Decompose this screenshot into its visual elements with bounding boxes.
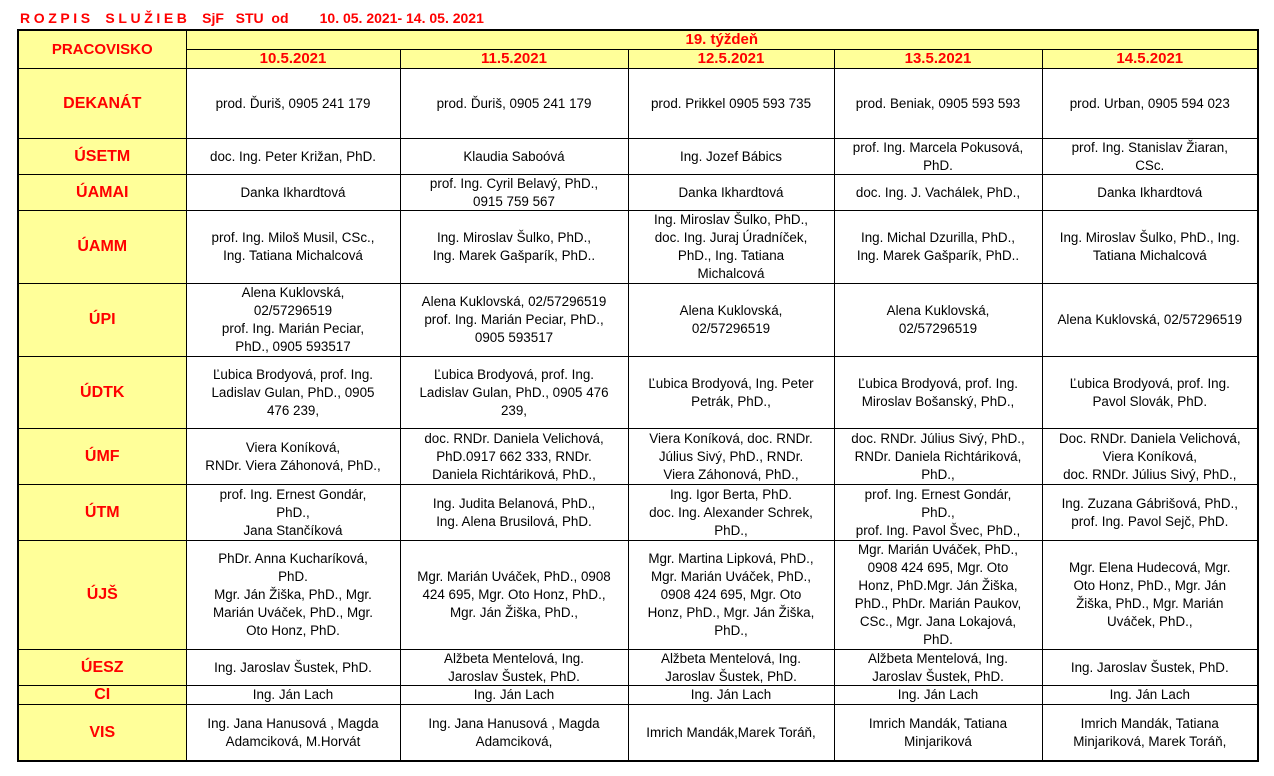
duty-cell-content (838, 375, 1039, 411)
duty-cell-content (404, 430, 625, 484)
duty-cell-content (838, 650, 1039, 685)
duty-cell (400, 284, 628, 357)
duty-cell (400, 541, 628, 650)
duty-cell-content (1046, 95, 1255, 113)
duty-line: Ing. Marek Gašparík, PhD.. (432, 248, 596, 263)
duty-line: Ing. Jaroslav Šustek, PhD. (214, 659, 372, 675)
duty-cell-content (404, 686, 625, 704)
duty-cell-content (404, 495, 625, 531)
duty-line: Imrich Mandák,Marek Toráň, (646, 724, 816, 740)
duty-cell-content (632, 550, 831, 640)
duty-cell (834, 705, 1042, 762)
duty-line: prof. Ing. Marián Peciar, PhD., (424, 312, 604, 327)
duty-cell (400, 357, 628, 429)
duty-cell (400, 175, 628, 211)
duty-line: Tatiana Michalcová (1092, 248, 1207, 263)
duty-line: PhD., Ing. Tatiana (677, 248, 785, 263)
duty-cell (834, 485, 1042, 541)
duty-cell-content (404, 568, 625, 622)
duty-line: 02/57296519 (253, 303, 333, 318)
duty-line: Imrich Mandák, Tatiana (1080, 715, 1219, 731)
duty-line: Ing. Miroslav Šulko, PhD., Ing. (1059, 230, 1240, 245)
duty-line: Petrák, PhD., (691, 393, 771, 409)
duty-cell (1042, 139, 1258, 175)
duty-line: 0915 759 567 (473, 194, 555, 209)
duty-cell (628, 175, 834, 211)
date-header-wed: 12.5.2021 (628, 50, 834, 69)
duty-cell-content (632, 686, 831, 704)
duty-cell-content (190, 486, 397, 540)
duty-line: prof. Ing. Marián Peciar, (221, 321, 365, 336)
duty-cell (1042, 175, 1258, 211)
duty-cell-content (838, 184, 1039, 202)
table-row (18, 686, 1258, 705)
duty-cell (1042, 284, 1258, 357)
duty-cell-content (404, 229, 625, 265)
duty-line: doc. Ing. Alexander Schrek, (649, 504, 813, 520)
duty-cell (1042, 69, 1258, 139)
duty-line: prof. Ing. Pavol Švec, PhD., (855, 522, 1021, 538)
duty-line: Ing. Miroslav Šulko, PhD., (436, 230, 592, 245)
duty-cell (628, 541, 834, 650)
duty-line: doc. Ing. J. Vachálek, PhD., (855, 184, 1021, 200)
duty-cell (628, 69, 834, 139)
duty-line: Mgr. Marián Uváček, PhD., (651, 569, 811, 584)
duty-line: Adamciková, M.Horvát (225, 733, 361, 749)
duty-line: Alžbeta Mentelová, Ing. (661, 651, 801, 666)
duty-line: Ing. Tatiana Michalcová (223, 248, 363, 263)
duty-line: Ing. Zuzana Gábrišová, PhD., (1061, 495, 1238, 511)
duty-line: Mgr. Martina Lipková, PhD., (648, 551, 814, 566)
duty-line: Mgr. Marián Uváček, PhD., (858, 542, 1018, 557)
duty-line: Viera Záhonová, PhD., (663, 466, 799, 482)
duty-cell-content (632, 95, 831, 113)
duty-cell (834, 686, 1042, 705)
duty-cell (186, 705, 400, 762)
table-row (18, 357, 1258, 429)
duty-cell (186, 485, 400, 541)
duty-line: Danka Ikhardtová (240, 184, 346, 200)
duty-line: doc. Ing. Peter Križan, PhD. (210, 148, 376, 164)
duty-line: Július Sivý, PhD., RNDr. (658, 448, 804, 464)
duty-cell-content (632, 184, 831, 202)
pracovisko-header: PRACOVISKO (18, 30, 186, 69)
duty-line: prof. Ing. Marcela Pokusová, (852, 140, 1024, 155)
duty-line: Ing. Jozef Bábics (680, 148, 782, 164)
duty-cell-content (404, 175, 625, 210)
schedule-body (18, 30, 1258, 761)
duty-line: 239, (500, 402, 528, 418)
duty-line: Klaudia Saboóvá (463, 148, 565, 164)
duty-cell-content (1046, 659, 1255, 677)
title-word-stu: STU (235, 10, 264, 26)
duty-line: RNDr. Daniela Richtáriková, (854, 448, 1022, 464)
title-word-sjf: SjF (202, 10, 224, 26)
duty-line: prof. Ing. Stanislav Žiaran, (1071, 140, 1228, 155)
duty-line: Alžbeta Mentelová, Ing. (444, 651, 584, 666)
duty-line: PhD. (923, 632, 953, 647)
date-header-fri: 14.5.2021 (1042, 50, 1258, 69)
duty-line: CSc. (1135, 158, 1165, 173)
duty-cell-content (1046, 686, 1255, 704)
duty-cell (400, 686, 628, 705)
table-row (18, 69, 1258, 139)
duty-line: 0908 424 695, Mgr. Oto (660, 587, 802, 602)
duty-cell-content (632, 486, 831, 540)
duty-cell (628, 357, 834, 429)
duty-line: Pavol Slovák, PhD. (1092, 393, 1208, 409)
duty-line: Oto Honz, PhD., Mgr. Ján (1073, 578, 1227, 593)
duty-line: prof. Ing. Cyril Belavý, PhD., (429, 176, 599, 191)
duty-line: Ing. Ján Lach (690, 687, 772, 702)
duty-line: PhD., (714, 522, 748, 538)
duty-cell-content (190, 148, 397, 166)
duty-line: Ing. Alena Brusilová, PhD. (436, 513, 592, 529)
title-word-sluzieb: SLUŽIEB (105, 10, 191, 26)
table-row (18, 705, 1258, 762)
duty-cell-content (1046, 495, 1255, 531)
duty-line: Ing. Jana Hanusová , Magda (207, 715, 379, 731)
duty-cell (400, 69, 628, 139)
duty-line: Jaroslav Šustek, PhD. (448, 669, 580, 684)
page-title (20, 9, 484, 27)
header-dates-row (18, 50, 1258, 69)
duty-cell (834, 69, 1042, 139)
duty-cell-content (632, 148, 831, 166)
duty-cell (186, 429, 400, 485)
duty-cell (834, 211, 1042, 284)
duty-cell-content (404, 293, 625, 347)
duty-cell-content (838, 686, 1039, 704)
duty-cell-content (1046, 430, 1255, 484)
duty-line: PhD., (921, 466, 955, 482)
duty-line: PhD., (714, 623, 748, 638)
duty-line: PhDr. Anna Kucharíková, (218, 551, 368, 566)
duty-cell-content (1046, 715, 1255, 751)
duty-line: PhD., (276, 504, 310, 520)
duty-line: PhD.0917 662 333, RNDr. (436, 448, 592, 464)
duty-cell (834, 429, 1042, 485)
table-row (18, 139, 1258, 175)
duty-line: Honz, PhD.Mgr. Ján Žiška, (858, 578, 1018, 593)
duty-line: prod. Ďuriš, 0905 241 179 (215, 95, 371, 111)
duty-cell (1042, 650, 1258, 686)
duty-cell-content (838, 139, 1039, 174)
duty-cell-content (404, 715, 625, 751)
duty-line: Ing. Jana Hanusová , Magda (428, 715, 600, 731)
date-header-thu: 13.5.2021 (834, 50, 1042, 69)
duty-line: Jaroslav Šustek, PhD. (872, 669, 1004, 684)
duty-cell (186, 284, 400, 357)
title-word-od: od (271, 10, 289, 26)
department-cell: ÚDTK (18, 357, 186, 429)
duty-line: Uváček, PhD., (1106, 614, 1193, 629)
duty-cell (186, 211, 400, 284)
duty-cell (400, 429, 628, 485)
header-week-row (18, 30, 1258, 50)
duty-cell-content (1046, 229, 1255, 265)
duty-line: Ing. Igor Berta, PhD. (669, 486, 793, 502)
duty-cell (628, 429, 834, 485)
duty-line: PhD. (923, 158, 953, 173)
duty-cell (186, 541, 400, 650)
department-cell: ÚAMM (18, 211, 186, 284)
duty-cell (186, 139, 400, 175)
duty-line: Oto Honz, PhD. (246, 623, 340, 638)
duty-cell-content (1046, 311, 1255, 329)
department-cell: ÚPI (18, 284, 186, 357)
duty-line: Jaroslav Šustek, PhD. (665, 669, 797, 684)
duty-cell (400, 705, 628, 762)
duty-line: Ľubica Brodyová, prof. Ing. (212, 366, 374, 382)
duty-line: Ing. Ján Lach (473, 687, 555, 702)
duty-line: CSc., Mgr. Jana Lokajová, (859, 614, 1017, 629)
table-row (18, 541, 1258, 650)
duty-line: Viera Koníková, doc. RNDr. (649, 430, 813, 446)
duty-line: Viera Koníková, (1102, 448, 1197, 464)
date-header-tue: 11.5.2021 (400, 50, 628, 69)
department-cell: DEKANÁT (18, 69, 186, 139)
duty-schedule-table (17, 29, 1259, 762)
duty-line: Daniela Richtáriková, PhD., (432, 466, 596, 482)
duty-line: prof. Ing. Ernest Gondár, (219, 486, 367, 502)
duty-line: Mgr. Ján Žiška, PhD., (450, 605, 578, 620)
duty-cell (400, 485, 628, 541)
date-header-mon: 10.5.2021 (186, 50, 400, 69)
duty-line: doc. RNDr. Július Sivý, PhD., (1063, 466, 1237, 482)
duty-cell (400, 650, 628, 686)
duty-line: Ing. Marek Gašparík, PhD.. (856, 248, 1020, 263)
duty-line: PhD., (921, 504, 955, 520)
duty-cell-content (838, 430, 1039, 484)
duty-line: Minjariková (904, 733, 972, 749)
duty-line: Mgr. Marián Uváček, PhD., 0908 (417, 569, 611, 584)
duty-line: prod. Ďuriš, 0905 241 179 (436, 95, 592, 111)
duty-cell-content (1046, 559, 1255, 631)
duty-cell (834, 284, 1042, 357)
duty-cell (1042, 705, 1258, 762)
duty-line: RNDr. Viera Záhonová, PhD., (205, 457, 381, 473)
duty-line: Ľubica Brodyová, Ing. Peter (648, 375, 814, 391)
duty-line: Ing. Ján Lach (252, 687, 334, 702)
duty-cell-content (190, 184, 397, 202)
duty-line: Ľubica Brodyová, prof. Ing. (1069, 375, 1230, 391)
duty-cell-content (838, 302, 1039, 338)
duty-cell-content (1046, 139, 1255, 174)
duty-cell (186, 650, 400, 686)
duty-cell (1042, 686, 1258, 705)
duty-line: Doc. RNDr. Daniela Velichová, (1058, 430, 1241, 446)
duty-cell (628, 686, 834, 705)
duty-cell-content (190, 686, 397, 704)
duty-cell (628, 139, 834, 175)
duty-line: Jana Stančíková (243, 522, 343, 538)
duty-line: Adamciková, (475, 733, 553, 749)
duty-cell (400, 139, 628, 175)
duty-cell-content (190, 550, 397, 640)
duty-cell (1042, 541, 1258, 650)
duty-line: Michalcová (697, 266, 765, 281)
duty-line: Ing. Jaroslav Šustek, PhD. (1070, 659, 1229, 675)
duty-cell-content (632, 211, 831, 283)
duty-cell-content (190, 715, 397, 751)
title-dates: 10. 05. 2021- 14. 05. 2021 (319, 10, 484, 26)
table-row (18, 284, 1258, 357)
duty-cell (834, 650, 1042, 686)
duty-cell-content (1046, 375, 1255, 411)
title-word-rozpis: ROZPIS (20, 10, 94, 26)
department-cell: CI (18, 686, 186, 705)
duty-cell (186, 175, 400, 211)
department-cell: VIS (18, 705, 186, 762)
duty-cell (186, 69, 400, 139)
duty-line: Alena Kuklovská, (886, 303, 990, 318)
duty-cell-content (404, 650, 625, 685)
duty-line: prof. Ing. Miloš Musil, CSc., (211, 230, 375, 245)
duty-cell-content (632, 724, 831, 742)
duty-line: Alena Kuklovská, 02/57296519 (421, 294, 607, 309)
duty-cell (400, 211, 628, 284)
duty-cell (834, 175, 1042, 211)
duty-cell (1042, 211, 1258, 284)
table-row (18, 175, 1258, 211)
duty-cell-content (190, 439, 397, 475)
duty-cell (834, 139, 1042, 175)
duty-cell-content (190, 366, 397, 420)
duty-cell-content (1046, 184, 1255, 202)
department-cell: ÚTM (18, 485, 186, 541)
table-row (18, 650, 1258, 686)
duty-line: prod. Beniak, 0905 593 593 (855, 95, 1021, 111)
duty-line: Miroslav Bošanský, PhD., (861, 393, 1015, 409)
department-cell: ÚMF (18, 429, 186, 485)
duty-cell-content (190, 95, 397, 113)
duty-cell (1042, 357, 1258, 429)
duty-line: prof. Ing. Ernest Gondár, (864, 486, 1012, 502)
duty-cell-content (632, 430, 831, 484)
duty-line: 02/57296519 (898, 321, 978, 336)
duty-cell-content (838, 715, 1039, 751)
duty-cell (1042, 485, 1258, 541)
week-header: 19. týždeň (186, 30, 1258, 50)
duty-cell-content (632, 302, 831, 338)
duty-line: Mgr. Ján Žiška, PhD., Mgr. (214, 587, 372, 602)
duty-cell (628, 284, 834, 357)
duty-cell-content (404, 95, 625, 113)
duty-line: Ľubica Brodyová, prof. Ing. (857, 375, 1019, 391)
duty-line: PhD., PhDr. Marián Paukov, (854, 596, 1022, 611)
duty-line: Ing. Michal Dzurilla, PhD., (860, 230, 1016, 245)
duty-line: Alena Kuklovská, 02/57296519 (1057, 312, 1243, 327)
duty-cell-content (190, 659, 397, 677)
department-cell: ÚESZ (18, 650, 186, 686)
duty-line: doc. RNDr. Július Sivý, PhD., (851, 430, 1025, 446)
duty-cell-content (838, 541, 1039, 649)
duty-line: Ing. Ján Lach (1109, 687, 1190, 702)
table-row (18, 485, 1258, 541)
duty-line: Alena Kuklovská, (241, 285, 345, 300)
duty-line: 0905 593517 (474, 330, 554, 345)
duty-line: Danka Ikhardtová (678, 184, 784, 200)
duty-line: Alena Kuklovská, (679, 303, 783, 318)
duty-line: Alžbeta Mentelová, Ing. (868, 651, 1008, 666)
duty-line: PhD. (278, 569, 308, 584)
department-cell: ÚAMAI (18, 175, 186, 211)
duty-line: Marián Uváček, PhD., Mgr. (213, 605, 373, 620)
duty-cell-content (190, 229, 397, 265)
duty-cell-content (404, 148, 625, 166)
duty-cell-content (190, 284, 397, 356)
duty-cell-content (632, 650, 831, 685)
duty-line: 476 239, (266, 402, 320, 418)
duty-line: Ľubica Brodyová, prof. Ing. (433, 366, 595, 382)
duty-cell (628, 211, 834, 284)
duty-line: Ing. Miroslav Šulko, PhD., (653, 212, 809, 227)
duty-cell (186, 686, 400, 705)
duty-line: Žiška, PhD., Mgr. Marián (1076, 596, 1224, 611)
duty-line: Mgr. Elena Hudecová, Mgr. (1069, 560, 1231, 575)
duty-cell-content (404, 366, 625, 420)
duty-line: prof. Ing. Pavol Sejč, PhD. (1071, 513, 1229, 529)
duty-line: Minjariková, Marek Toráň, (1073, 733, 1227, 749)
duty-line: 0908 424 695, Mgr. Oto (867, 560, 1009, 575)
duty-cell-content (838, 95, 1039, 113)
duty-cell (186, 357, 400, 429)
duty-cell-content (838, 229, 1039, 265)
table-row (18, 429, 1258, 485)
department-cell: ÚSETM (18, 139, 186, 175)
duty-line: Ladislav Gulan, PhD., 0905 476 (419, 384, 609, 400)
duty-line: prod. Urban, 0905 594 023 (1069, 95, 1230, 111)
duty-line: Ing. Ján Lach (897, 687, 979, 702)
duty-line: Ing. Judita Belanová, PhD., (432, 495, 596, 511)
duty-line: Danka Ikhardtová (1097, 184, 1203, 200)
duty-line: Honz, PhD., Mgr. Ján Žiška, (647, 605, 815, 620)
duty-cell-content (632, 375, 831, 411)
duty-cell (834, 357, 1042, 429)
duty-line: doc. Ing. Juraj Úradníček, (654, 230, 808, 245)
duty-cell-content (838, 486, 1039, 540)
duty-line: Ladislav Gulan, PhD., 0905 (211, 384, 375, 400)
duty-cell (1042, 429, 1258, 485)
department-cell: ÚJŠ (18, 541, 186, 650)
duty-line: 02/57296519 (691, 321, 771, 336)
duty-line: prod. Prikkel 0905 593 735 (650, 95, 812, 111)
duty-cell (834, 541, 1042, 650)
duty-cell (628, 485, 834, 541)
duty-line: doc. RNDr. Daniela Velichová, (424, 430, 604, 446)
duty-line: Imrich Mandák, Tatiana (868, 715, 1008, 731)
duty-line: 424 695, Mgr. Oto Honz, PhD., (422, 587, 606, 602)
table-row (18, 211, 1258, 284)
duty-line: Viera Koníková, (245, 439, 341, 455)
duty-line: PhD., 0905 593517 (235, 339, 351, 354)
duty-cell (628, 705, 834, 762)
duty-cell (628, 650, 834, 686)
